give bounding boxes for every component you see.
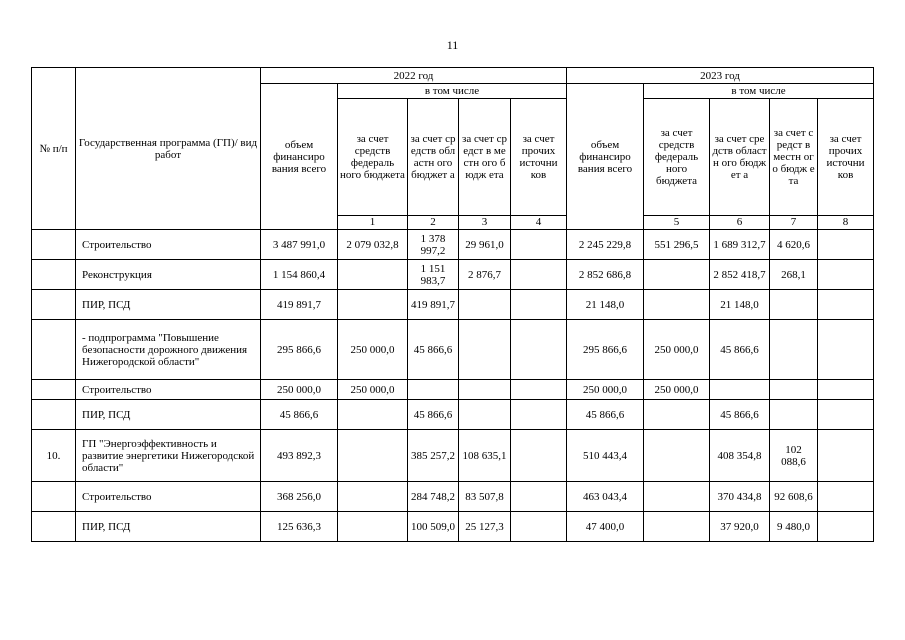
table-row xyxy=(32,380,874,400)
row-name: ПИР, ПСД xyxy=(76,400,261,430)
cell-local-2022: 83 507,8 xyxy=(459,482,511,512)
cell-total-2023: 250 000,0 xyxy=(567,380,644,400)
cell-regional-2022: 385 257,2 xyxy=(408,430,459,482)
row-name: Строительство xyxy=(76,380,261,400)
cell-local-2023: 102 088,6 xyxy=(770,430,818,482)
table-row xyxy=(32,290,874,320)
row-name: ПИР, ПСД xyxy=(76,512,261,542)
cell-local-2022 xyxy=(459,380,511,400)
table-row xyxy=(32,512,874,542)
table-row xyxy=(32,430,874,482)
cell-regional-2022: 1 378 997,2 xyxy=(408,230,459,260)
cell-federal-2022 xyxy=(338,260,408,290)
cell-total-2023: 21 148,0 xyxy=(567,290,644,320)
cell-federal-2023 xyxy=(644,482,710,512)
header-year-2022: 2022 год xyxy=(261,68,567,84)
cell-federal-2022: 250 000,0 xyxy=(338,320,408,380)
cell-federal-2023: 250 000,0 xyxy=(644,380,710,400)
cell-total-2022: 1 154 860,4 xyxy=(261,260,338,290)
cell-regional-2022: 45 866,6 xyxy=(408,400,459,430)
cell-local-2023 xyxy=(770,380,818,400)
cell-regional-2023: 1 689 312,7 xyxy=(710,230,770,260)
cell-other-2023 xyxy=(818,230,874,260)
cell-local-2023: 268,1 xyxy=(770,260,818,290)
header-other-2022: за счет прочих источни ков xyxy=(511,99,567,216)
cell-local-2023 xyxy=(770,320,818,380)
cell-federal-2023 xyxy=(644,260,710,290)
cell-other-2023 xyxy=(818,512,874,542)
col-index: 8 xyxy=(818,216,874,230)
cell-total-2022: 45 866,6 xyxy=(261,400,338,430)
col-index: 3 xyxy=(459,216,511,230)
cell-regional-2023: 45 866,6 xyxy=(710,320,770,380)
cell-total-2023: 295 866,6 xyxy=(567,320,644,380)
cell-local-2022: 2 876,7 xyxy=(459,260,511,290)
cell-local-2022: 25 127,3 xyxy=(459,512,511,542)
cell-other-2022 xyxy=(511,380,567,400)
row-number xyxy=(32,380,76,400)
cell-total-2022: 368 256,0 xyxy=(261,482,338,512)
col-index: 2 xyxy=(408,216,459,230)
cell-other-2022 xyxy=(511,290,567,320)
header-incl-2023: в том числе xyxy=(644,84,874,99)
cell-local-2022 xyxy=(459,290,511,320)
cell-total-2022: 419 891,7 xyxy=(261,290,338,320)
row-name: ГП "Энергоэффективность и развитие энергетики Нижегородской области" xyxy=(76,430,261,482)
cell-local-2023 xyxy=(770,290,818,320)
cell-regional-2023: 45 866,6 xyxy=(710,400,770,430)
cell-regional-2023: 408 354,8 xyxy=(710,430,770,482)
row-number xyxy=(32,482,76,512)
header-total-2023: объем финансиро вания всего xyxy=(567,84,644,230)
cell-federal-2023 xyxy=(644,290,710,320)
cell-total-2023: 510 443,4 xyxy=(567,430,644,482)
cell-regional-2022: 284 748,2 xyxy=(408,482,459,512)
cell-local-2023: 9 480,0 xyxy=(770,512,818,542)
cell-other-2023 xyxy=(818,290,874,320)
cell-other-2022 xyxy=(511,482,567,512)
cell-federal-2022 xyxy=(338,400,408,430)
cell-local-2022 xyxy=(459,320,511,380)
cell-federal-2022 xyxy=(338,512,408,542)
row-number xyxy=(32,230,76,260)
page-number: 11 xyxy=(446,38,459,52)
header-no: № п/п xyxy=(32,68,76,230)
cell-total-2022: 250 000,0 xyxy=(261,380,338,400)
cell-regional-2022: 45 866,6 xyxy=(408,320,459,380)
table-row xyxy=(32,482,874,512)
col-index: 5 xyxy=(644,216,710,230)
header-federal-2023: за счет средств федераль ного бюджета xyxy=(644,99,710,216)
row-number xyxy=(32,320,76,380)
cell-federal-2022: 2 079 032,8 xyxy=(338,230,408,260)
row-number xyxy=(32,260,76,290)
row-name: - подпрограмма "Повышение безопасности дорожного движения Нижегородской области" xyxy=(76,320,261,380)
cell-regional-2023: 21 148,0 xyxy=(710,290,770,320)
table-row xyxy=(32,230,874,260)
cell-other-2022 xyxy=(511,400,567,430)
cell-other-2023 xyxy=(818,430,874,482)
cell-federal-2022 xyxy=(338,290,408,320)
header-incl-2022: в том числе xyxy=(338,84,567,99)
header-local-2022: за счет средст в местн ого бюдж ета xyxy=(459,99,511,216)
cell-local-2023: 4 620,6 xyxy=(770,230,818,260)
cell-total-2023: 2 245 229,8 xyxy=(567,230,644,260)
cell-other-2023 xyxy=(818,260,874,290)
cell-local-2023: 92 608,6 xyxy=(770,482,818,512)
cell-other-2022 xyxy=(511,230,567,260)
col-index: 6 xyxy=(710,216,770,230)
cell-regional-2023: 2 852 418,7 xyxy=(710,260,770,290)
cell-federal-2022: 250 000,0 xyxy=(338,380,408,400)
header-other-2023: за счет прочих источни ков xyxy=(818,99,874,216)
cell-regional-2022: 100 509,0 xyxy=(408,512,459,542)
cell-total-2023: 47 400,0 xyxy=(567,512,644,542)
cell-total-2022: 493 892,3 xyxy=(261,430,338,482)
header-federal-2022: за счет средств федераль ного бюджета xyxy=(338,99,408,216)
cell-regional-2022: 419 891,7 xyxy=(408,290,459,320)
cell-federal-2022 xyxy=(338,482,408,512)
cell-federal-2023 xyxy=(644,512,710,542)
cell-total-2022: 295 866,6 xyxy=(261,320,338,380)
cell-total-2023: 463 043,4 xyxy=(567,482,644,512)
col-index: 1 xyxy=(338,216,408,230)
cell-local-2023 xyxy=(770,400,818,430)
col-index: 7 xyxy=(770,216,818,230)
row-name: Строительство xyxy=(76,230,261,260)
cell-federal-2023 xyxy=(644,400,710,430)
cell-federal-2023: 551 296,5 xyxy=(644,230,710,260)
cell-regional-2022 xyxy=(408,380,459,400)
header-regional-2022: за счет средств областн ого бюджет а xyxy=(408,99,459,216)
row-number xyxy=(32,512,76,542)
cell-federal-2023: 250 000,0 xyxy=(644,320,710,380)
col-index: 4 xyxy=(511,216,567,230)
cell-regional-2023 xyxy=(710,380,770,400)
cell-total-2022: 3 487 991,0 xyxy=(261,230,338,260)
cell-other-2023 xyxy=(818,380,874,400)
row-name: ПИР, ПСД xyxy=(76,290,261,320)
row-name: Реконструкция xyxy=(76,260,261,290)
header-program: Государственная программа (ГП)/ вид работ xyxy=(76,68,261,230)
row-name: Строительство xyxy=(76,482,261,512)
header-regional-2023: за счет средств областн ого бюджет а xyxy=(710,99,770,216)
cell-local-2022: 29 961,0 xyxy=(459,230,511,260)
cell-local-2022 xyxy=(459,400,511,430)
cell-other-2022 xyxy=(511,512,567,542)
cell-other-2022 xyxy=(511,430,567,482)
cell-regional-2023: 370 434,8 xyxy=(710,482,770,512)
financing-table xyxy=(31,67,874,542)
header-total-2022: объем финансиро вания всего xyxy=(261,84,338,230)
row-number: 10. xyxy=(32,430,76,482)
cell-other-2022 xyxy=(511,320,567,380)
cell-other-2022 xyxy=(511,260,567,290)
table-row xyxy=(32,260,874,290)
cell-other-2023 xyxy=(818,400,874,430)
cell-total-2022: 125 636,3 xyxy=(261,512,338,542)
row-number xyxy=(32,400,76,430)
cell-total-2023: 2 852 686,8 xyxy=(567,260,644,290)
cell-other-2023 xyxy=(818,482,874,512)
cell-federal-2022 xyxy=(338,430,408,482)
cell-other-2023 xyxy=(818,320,874,380)
cell-total-2023: 45 866,6 xyxy=(567,400,644,430)
cell-regional-2023: 37 920,0 xyxy=(710,512,770,542)
header-local-2023: за счет средст в местн ого бюдж ета xyxy=(770,99,818,216)
table-row xyxy=(32,400,874,430)
header-year-2023: 2023 год xyxy=(567,68,874,84)
table-row xyxy=(32,320,874,380)
cell-regional-2022: 1 151 983,7 xyxy=(408,260,459,290)
cell-local-2022: 108 635,1 xyxy=(459,430,511,482)
row-number xyxy=(32,290,76,320)
cell-federal-2023 xyxy=(644,430,710,482)
